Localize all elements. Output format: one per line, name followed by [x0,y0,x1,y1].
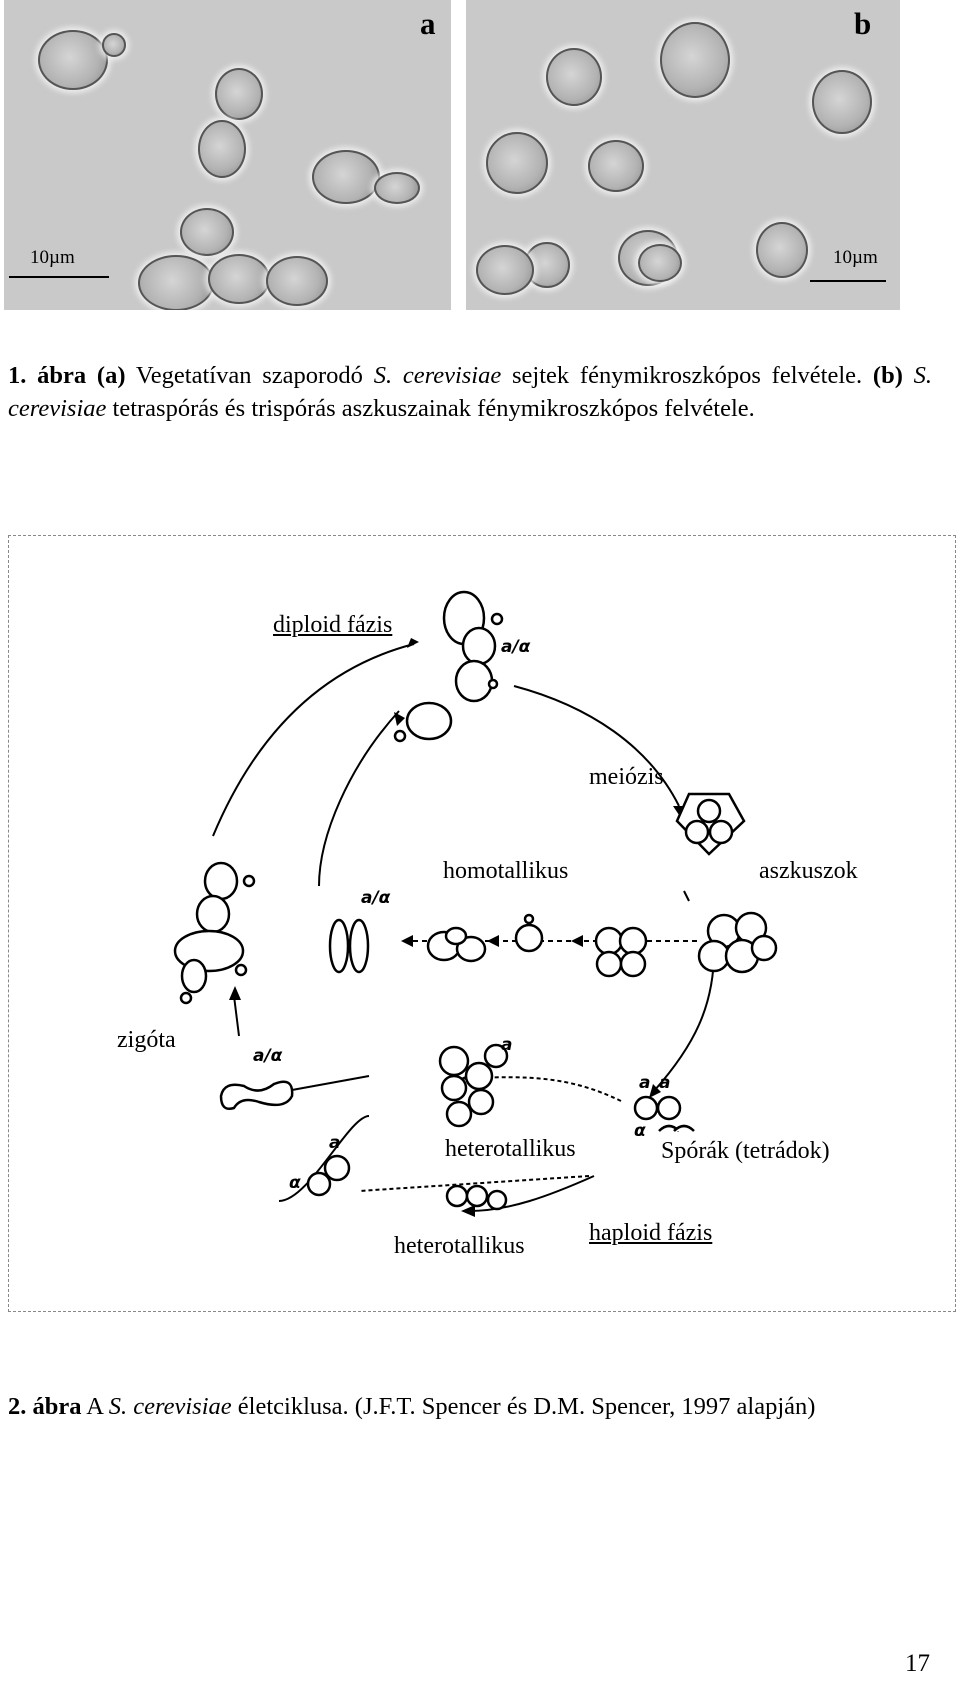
mating-cell [350,920,368,972]
panel-label: a [420,6,436,41]
scale-bar-label: 10µm [30,247,75,268]
haploid-cell [447,1186,467,1206]
zygote-cell [205,863,237,899]
ascus-cell [752,936,776,960]
label-zygote: zigóta [117,1027,176,1053]
spore-cell [635,1097,657,1119]
mating-type-label: a/α [501,637,531,657]
caption-marker-b: (b) [872,362,903,389]
arrowhead [407,638,419,648]
diploid-cell [463,628,495,664]
label-meiosis: meiózis [589,764,664,790]
mating-type-label: α [289,1173,301,1193]
label-diploid-phase: diploid fázis [273,612,393,638]
label-haploid-phase: haploid fázis [589,1220,713,1246]
yeast-cell [38,30,108,90]
caption-text: sejtek fénymikroszkópos felvétele. [512,362,863,389]
figure2-caption [8,1383,932,1431]
label-heterothallic: heterotallikus [445,1136,576,1162]
figure1-caption [8,359,932,425]
mating-type-label: a [659,1073,671,1093]
label-spores: Spórák (tetrádok) [661,1138,830,1164]
haploid-cell [308,1173,330,1195]
caption-text: A [86,1393,103,1420]
ascus [546,48,602,106]
label-asci: aszkuszok [759,858,858,884]
caption-marker-a: (a) [96,362,126,389]
species-name: S. cerevisiae [108,1393,232,1420]
ascus-cell [699,941,729,971]
yeast-cell [266,256,328,306]
ascus [486,132,548,194]
scale-bar [9,276,109,278]
yeast-cell [198,120,246,178]
arrowhead [229,986,241,1000]
haploid-cell [516,925,542,951]
arrowhead [487,935,499,947]
caption-text: tetraspórás és trispórás aszkuszainak fénymikroszkópos felvétele. [112,395,755,422]
spore-cell [597,952,621,976]
haploid-cell [488,1191,506,1209]
ascus [756,222,808,278]
haploid-cell [442,1076,466,1100]
arrowhead [401,935,413,947]
haploid-cell [466,1063,492,1089]
panel-label: b [854,6,872,41]
zygote-cell [197,896,229,932]
haploid-cell [447,1102,471,1126]
scale-bar-label: 10µm [833,247,878,268]
figure-number: 1. ábra [8,362,87,389]
ascus [660,22,730,98]
spore-cell [710,821,732,843]
spore [638,244,682,282]
mating-type-label: a [639,1073,651,1093]
mating-type-label: a/α [253,1046,283,1066]
yeast-cell [215,68,263,120]
life-cycle-drawing [9,536,954,1310]
mating-type-label: a/α [361,888,391,908]
zygote-shape [221,1082,292,1109]
cycle-arrow [319,711,399,886]
life-cycle-diagram [8,535,956,1312]
arrowhead [571,935,583,947]
mating-type-label: a [501,1035,513,1055]
arrowhead [394,712,405,726]
spore-cell [620,928,646,954]
spore-cell [698,800,720,822]
cycle-arrow [213,644,414,836]
ascus [812,70,872,134]
micrograph-panel-a [4,0,451,310]
micrograph-panel-b [466,0,900,310]
yeast-cell [180,208,234,256]
yeast-cell [208,254,270,304]
figure-number: 2. ábra [8,1393,82,1420]
spore-cell [596,928,622,954]
cycle-arrow [654,951,714,1091]
ascus [588,140,644,192]
diploid-cell [407,703,451,739]
haploid-cell [467,1186,487,1206]
cycle-arrow [684,891,689,901]
species-name: S. cerevisiae [373,362,502,389]
spore-cell [658,1097,680,1119]
caption-text: Vegetatívan szaporodó [135,362,363,389]
yeast-cell [138,255,214,310]
mating-cell [330,920,348,972]
yeast-cell [312,150,380,204]
label-homothallic: homotallikus [443,858,569,884]
haploid-cell [440,1047,468,1075]
yeast-bud [102,33,126,57]
spore-cell [446,928,466,944]
spore [476,245,534,295]
label-heterothallic: heterotallikus [394,1233,525,1259]
cycle-arrow [234,996,239,1036]
zygote-cell [182,960,206,992]
caption-text: életciklusa. (J.F.T. Spencer és D.M. Spencer, 1997 alapján) [237,1393,816,1420]
scale-bar [810,280,886,282]
yeast-bud [374,172,420,204]
arrowhead [461,1205,475,1217]
spore-cell [621,952,645,976]
species-name: S. cerevisiae [8,362,932,422]
diploid-cell [456,661,492,701]
mating-type-label: α [634,1121,646,1141]
haploid-cell [469,1090,493,1114]
mating-type-label: a [329,1133,341,1153]
spore-cell [686,821,708,843]
page-number: 17 [905,1650,930,1677]
